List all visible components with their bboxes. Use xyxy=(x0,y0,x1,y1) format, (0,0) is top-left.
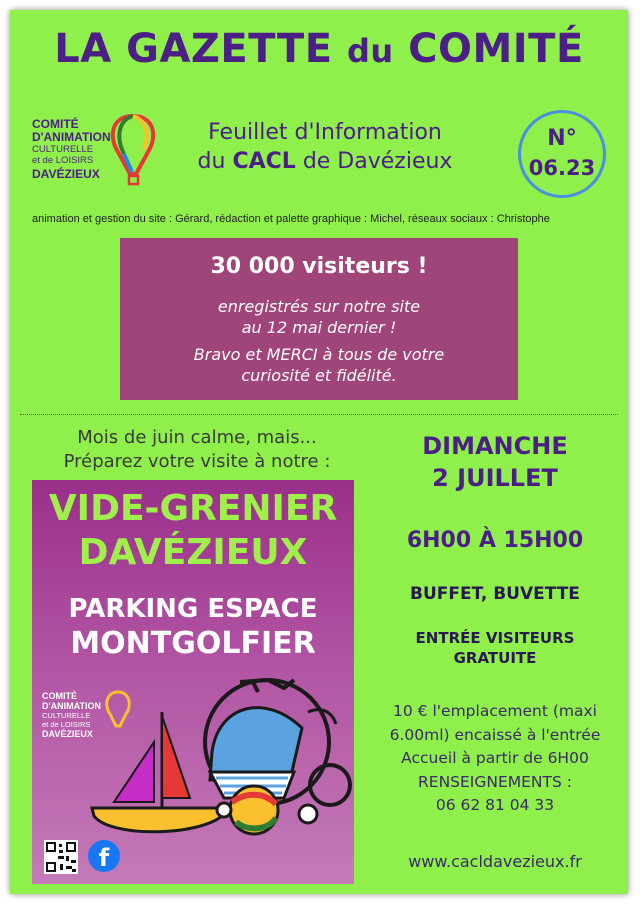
banner-line-1: enregistrés sur notre site xyxy=(217,297,421,316)
feuillet-line-1: Feuillet d'Information xyxy=(208,120,442,145)
event-info-line-1: 10 € l'emplacement (maxi xyxy=(393,702,597,720)
page-title xyxy=(10,26,628,72)
vide-grenier-poster xyxy=(32,480,354,884)
poster-logo-line-3: CULTURELLE xyxy=(42,711,91,720)
poster-logo-line-2: D'ANIMATION xyxy=(42,701,101,711)
event-day: DIMANCHE xyxy=(422,432,568,460)
logo-line-1: COMITÉ xyxy=(32,117,79,131)
gazette-page xyxy=(10,10,628,894)
banner-headline: 30 000 visiteurs ! xyxy=(210,254,428,279)
event-entry xyxy=(370,628,620,668)
title-comite: COMITÉ xyxy=(408,26,584,72)
feuillet-line-2 xyxy=(160,147,490,176)
feuillet-heading xyxy=(160,118,490,176)
issue-number: 06.23 xyxy=(528,156,596,180)
balloon-icon xyxy=(104,112,162,190)
cacl-logo xyxy=(32,112,162,192)
banner-registered xyxy=(120,296,518,338)
qr-code-icon[interactable] xyxy=(44,840,78,874)
boat-purple-sail-icon xyxy=(114,742,154,802)
poster-place-1: PARKING ESPACE xyxy=(68,594,318,624)
title-gazette: LA GAZETTE xyxy=(54,26,333,72)
website-link[interactable]: www.cacldavezieux.fr xyxy=(408,852,582,871)
poster-title-1: VIDE-GRENIER xyxy=(48,488,338,529)
event-food: BUFFET, BUVETTE xyxy=(410,584,580,604)
event-info-line-3: Accueil à partir de 6H00 xyxy=(401,749,589,767)
logo-line-5: DAVÉZIEUX xyxy=(32,167,100,181)
intro-text xyxy=(32,426,362,474)
banner-line-3: Bravo et MERCI à tous de votre xyxy=(193,345,445,364)
event-date-value: 2 JUILLET xyxy=(432,464,558,492)
banner-thanks xyxy=(120,344,518,386)
intro-line-2: Préparez votre visite à notre : xyxy=(63,451,331,472)
pram-hood-icon xyxy=(210,708,302,780)
issue-label: N° xyxy=(547,126,577,151)
bicycle-small-wheel-icon xyxy=(310,765,350,805)
facebook-icon[interactable]: f xyxy=(88,840,120,872)
feuillet-town: de Davézieux xyxy=(302,149,453,174)
event-hours: 6H00 À 15H00 xyxy=(406,528,584,553)
event-date xyxy=(370,430,620,494)
intro-line-1: Mois de juin calme, mais... xyxy=(77,427,317,448)
event-info xyxy=(370,700,620,818)
boat-hull-icon xyxy=(92,808,228,832)
boat-red-sail-icon xyxy=(162,716,190,798)
feuillet-du: du xyxy=(197,149,226,174)
logo-line-2: D'ANIMATION xyxy=(32,130,111,144)
credits-line: animation et gestion du site : Gérard, rédaction et palette graphique : Michel, réseaux sociaux : Christophe xyxy=(32,213,550,225)
section-divider xyxy=(20,414,618,415)
title-du: du xyxy=(346,32,394,70)
poster-logo-line-4: et de LOISIRS xyxy=(42,720,91,729)
poster-logo-line-1: COMITÉ xyxy=(42,691,77,701)
event-entry-line-1: ENTRÉE VISITEURS xyxy=(415,629,575,647)
event-phone: 06 62 81 04 33 xyxy=(435,796,555,814)
banner-line-4: curiosité et fidélité. xyxy=(241,366,397,385)
poster-title-2: DAVÉZIEUX xyxy=(78,532,308,573)
visitors-banner xyxy=(120,238,518,400)
poster-place-2: MONTGOLFIER xyxy=(70,626,316,661)
event-info-line-2: 6.00ml) encaissé à l'entrée xyxy=(389,725,601,744)
feuillet-cacl: CACL xyxy=(232,149,296,174)
issue-badge xyxy=(518,110,606,198)
poster-logo-line-5: DAVÉZIEUX xyxy=(42,729,93,739)
banner-line-2: au 12 mai dernier ! xyxy=(241,318,397,337)
poster-illustration xyxy=(32,480,354,884)
logo-line-4: et de LOISIRS xyxy=(32,155,94,166)
event-info-line-4: RENSEIGNEMENTS : xyxy=(418,772,572,791)
poster-balloon-icon xyxy=(107,692,130,726)
logo-line-3: CULTURELLE xyxy=(32,144,94,155)
event-entry-line-2: GRATUITE xyxy=(453,649,537,667)
